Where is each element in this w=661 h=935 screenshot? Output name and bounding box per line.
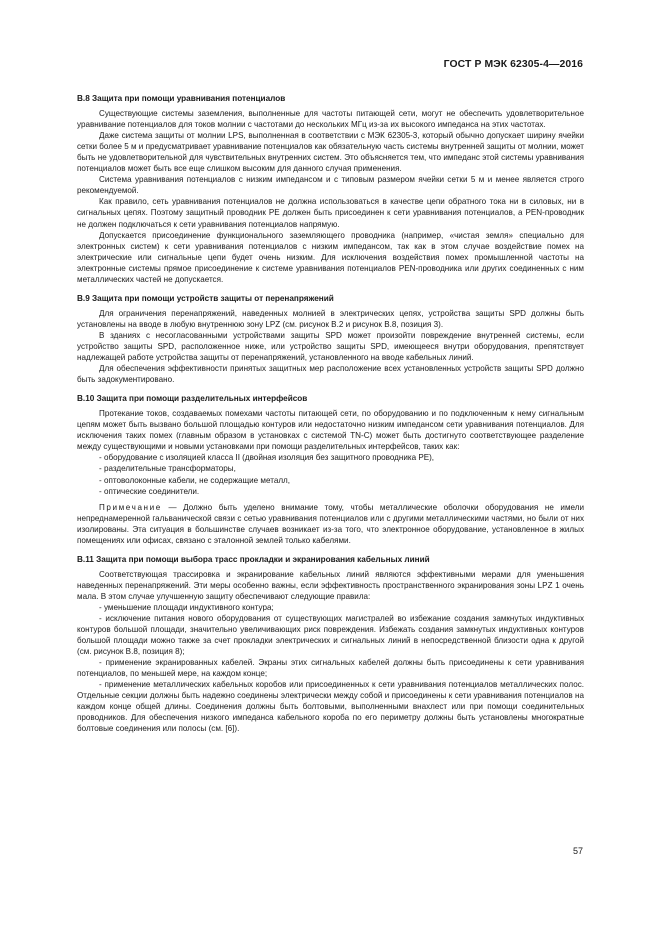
list-item: - применение экранированных кабелей. Экраны этих сигнальных кабелей должны быть присоединены к сети уравнивания потенциалов, по меньшей мере, на каждом конце; xyxy=(77,658,584,679)
paragraph: В зданиях с несогласованными устройствами защиты SPD может произойти повреждение внутренней системы, если устройство защиты SPD, расположенное ниже, или устройство защиты SPD, имеющееся внутри оборудования, препятствует надлежащей работе устройства защиты от перенапряжений, установленного на вводе кабельных линий. xyxy=(77,330,584,363)
list-item: - исключение питания нового оборудования от существующих магистралей во избежание создания замкнутых индуктивных контуров большой площади, значительно увеличивающих риск повреждения. Избежать создания замкнутых индуктивных контуров большой площади можно также за счет прокладки электрических и сигнальных линий в непосредственной близости одна к другой (см. рисунок В.8, позиция 8); xyxy=(77,614,584,657)
section-heading: В.8 Защита при помощи уравнивания потенциалов xyxy=(77,94,286,103)
note-text: — Должно быть уделено внимание тому, чтобы металлические оболочки оборудования не имели непреднамеренной гальванической связи с сетью уравнивания потенциалов или с другими металлическими частями, но были от них изолированы. Эта ситуация в большинстве случаев возникает из-за того, что электронное оборудование, установленное в жилых помещениях или офисах, связано с эталонной землей только кабелями. xyxy=(77,502,584,545)
list-item: - оборудование с изоляцией класса II (двойная изоляция без защитного проводника PE), xyxy=(99,453,435,463)
list-item: - применение металлических кабельных коробов или присоединенных к сети уравнивания потенциалов металлических полос. Отдельные секции должны быть надежно соединены электрически между собой и присоединены к сети уравнивания потенциалов на каждом конце общей длины. Соединения должны быть болтовыми, выполненными внахлест или при помощи соединительных проводников. Для обеспечения низкого импеданса кабельного короба по его периметру должны быть установлены многократные болтовые соединения или полосы (см. [6]). xyxy=(77,680,584,734)
standard-header: ГОСТ Р МЭК 62305-4—2016 xyxy=(443,59,583,70)
paragraph: Для ограничения перенапряжений, наведенных молнией в электрических цепях, устройства защиты SPD должны быть установлены на вводе в любую внутреннюю зону LPZ (см. рисунок В.2 и рисунок В.8, позиция 3). xyxy=(77,308,584,329)
section-heading: В.11 Защита при помощи выбора трасс прокладки и экранирования кабельных линий xyxy=(77,554,430,564)
section-b8 xyxy=(77,93,584,285)
list-item: - разделительные трансформаторы, xyxy=(99,464,236,474)
bullet-list xyxy=(77,602,584,735)
page-number: 57 xyxy=(572,846,583,856)
list-item: - уменьшение площади индуктивного контура; xyxy=(99,602,274,612)
note-label: Примечание xyxy=(99,502,162,512)
paragraph: Существующие системы заземления, выполненные для частоты питающей сети, могут не обеспечить удовлетворительное уравнивание потенциалов для токов молнии с частотами до нескольких МГц из-за их высокого импеданса на этих частотах. xyxy=(77,109,584,130)
list-item: - оптические соединители. xyxy=(99,486,200,496)
section-b9 xyxy=(77,293,584,385)
paragraph: Соответствующая трассировка и экранирование кабельных линий являются эффективными мерами для уменьшения наведенных перенапряжений. Эти меры особенно важны, если эффективность пространственного экранирования зоны LPZ 1 очень мала. В этом случае улучшенную защиту обеспечивают следующие правила: xyxy=(77,569,584,601)
paragraph: Для обеспечения эффективности принятых защитных мер расположение всех установленных устройств защиты SPD должно быть задокументировано. xyxy=(77,364,584,385)
section-b11 xyxy=(77,554,584,735)
bullet-list xyxy=(77,452,584,496)
paragraph: Система уравнивания потенциалов с низким импедансом и с типовым размером ячейки сетки 5 м и менее является строго рекомендуемой. xyxy=(77,175,584,196)
note xyxy=(77,502,584,546)
section-heading: В.9 Защита при помощи устройств защиты от перенапряжений xyxy=(77,293,334,303)
section-heading: В.10 Защита при помощи разделительных интерфейсов xyxy=(77,394,308,404)
paragraph: Как правило, сеть уравнивания потенциалов не должна использоваться в качестве цепи обратного тока ни в силовых, ни в сигнальных цепях. Поэтому защитный проводник PE должен быть присоединен к сети уравнивания потенциалов, а PEN-проводник не должен подключаться к сети уравнивания потенциалов напрямую. xyxy=(77,197,584,229)
paragraph: Допускается присоединение функционального заземляющего проводника (например, «чистая земля» специально для электронных систем) к сети уравнивания потенциалов с низким импедансом, так как в этом случае воздействие помех на электрические или сигнальные цепи будет очень низким. Для исключения воздействия помех промышленной частоты на электронные системы прямое присоединение к системе уравнивания потенциалов PEN-проводника или других соединенных с ним металлических частей не допускается. xyxy=(77,230,584,284)
section-b10 xyxy=(77,393,584,546)
list-item: - оптоволоконные кабели, не содержащие металл, xyxy=(99,475,291,485)
paragraph: Даже система защиты от молнии LPS, выполненная в соответствии с МЭК 62305-3, который обычно допускает ширину ячейки сетки более 5 м и предусматривает уравнивание потенциалов как обязательную часть системы внутренней защиты от молнии, может быть не удовлетворительной для чувствительных внутренних систем. Это объясняется тем, что импеданс этой системы уравнивания потенциалов может быть все еще слишком высоким для данного случая применения. xyxy=(77,131,584,174)
paragraph: Протекание токов, создаваемых помехами частоты питающей сети, по оборудованию и по подключенным к нему сигнальным цепям может быть вызвано большой площадью контуров или недостаточно низким импедансом сети уравнивания потенциалов. Для исключения таких помех (главным образом в установках с системой TN-C) может быть достигнуто соответствующее разделение между существующими и новыми установками при помощи разделительных интерфейсов, таких как: xyxy=(77,409,584,452)
document-body xyxy=(77,93,584,735)
